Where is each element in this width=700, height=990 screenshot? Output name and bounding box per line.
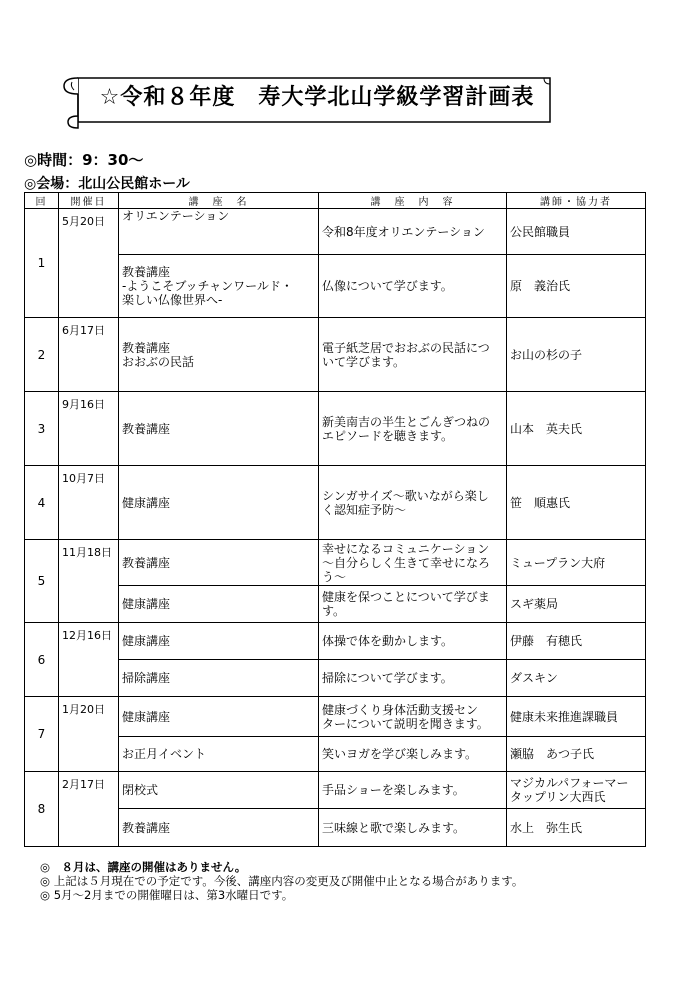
note-item: ◎ 5月～2月までの開催曜日は、第3水曜日です。 (40, 888, 294, 902)
course-content (319, 697, 507, 737)
table-row (25, 737, 646, 772)
course-name (119, 466, 319, 540)
course-name-line: 教養講座 (122, 340, 171, 355)
venue-info: ◎会場：北山公民館ホール (24, 176, 190, 192)
course-name (119, 255, 319, 318)
instructor (507, 809, 646, 847)
course-content-line: 電子紙芝居でおおぶの民話につ (322, 340, 490, 355)
instructor-line: マジカルパフォーマー (510, 776, 629, 790)
course-name-line: 教養講座 (122, 421, 171, 436)
table-row (25, 586, 646, 623)
session-number: 6 (25, 623, 59, 697)
course-name-line: 健康講座 (122, 597, 171, 611)
instructor-line: ミュープラン大府 (510, 555, 606, 570)
session-date: 10月7日 (59, 466, 119, 540)
course-content-line: 令和8年度オリエンテーション (322, 224, 485, 239)
instructor (507, 209, 646, 255)
time-info: ◎時間：9：30～ (24, 151, 144, 169)
course-content (319, 318, 507, 392)
schedule-table (24, 192, 646, 847)
course-name (119, 623, 319, 660)
course-content (319, 772, 507, 809)
course-content (319, 209, 507, 255)
note-item: ◎ 上記は５月現在での予定です。今後、講座内容の変更及び開催中止となる場合があります。 (40, 874, 524, 888)
course-content-line: う～ (322, 569, 347, 584)
session-date: 12月16日 (59, 623, 119, 697)
instructor-line: 原 義治氏 (510, 279, 571, 293)
course-name-line: 閉校式 (122, 783, 159, 797)
course-name-line: 教養講座 (122, 265, 171, 279)
title-banner (60, 72, 555, 130)
course-content (319, 623, 507, 660)
course-content-line: 新美南吉の半生とごんぎつねの (322, 414, 491, 429)
course-name-line: 健康講座 (122, 709, 171, 724)
course-content-line: ～自分らしく生きて幸せになろ (322, 555, 491, 570)
table-row (25, 255, 646, 318)
table-row (25, 540, 646, 586)
course-name (119, 540, 319, 586)
course-content-line: シンガサイズ～歌いながら楽し (322, 488, 489, 503)
course-name-line: お正月イベント (122, 747, 207, 761)
course-name (119, 660, 319, 697)
course-content-line: 掃除について学びます。 (322, 671, 453, 685)
course-name (119, 586, 319, 623)
instructor (507, 697, 646, 737)
table-row (25, 809, 646, 847)
course-name (119, 809, 319, 847)
course-name-line: 教養講座 (122, 820, 171, 835)
course-name-line: 楽しい仏像世界へ- (122, 293, 223, 307)
session-date: 9月16日 (59, 392, 119, 466)
session-number: 3 (25, 392, 59, 466)
course-content-line: 健康を保つことについて学びま (322, 590, 490, 604)
course-content-line: く認知症予防～ (322, 502, 407, 517)
instructor (507, 660, 646, 697)
instructor (507, 540, 646, 586)
course-content-line: ターについて説明を聞きます。 (322, 716, 489, 731)
instructor-line: タップリン大西氏 (510, 790, 606, 804)
session-number: 8 (25, 772, 59, 847)
instructor (507, 318, 646, 392)
course-content (319, 255, 507, 318)
table-row (25, 660, 646, 697)
course-name (119, 737, 319, 772)
session-number: 7 (25, 697, 59, 772)
table-row (25, 623, 646, 660)
session-number: 4 (25, 466, 59, 540)
course-name-line: 教養講座 (122, 555, 171, 570)
instructor-line: 公民館職員 (510, 224, 571, 239)
course-name-line: 掃除講座 (122, 671, 171, 685)
instructor-line: 健康未来推進課職員 (510, 709, 619, 724)
session-number: 1 (25, 209, 59, 318)
course-name-line: おおぶの民話 (122, 354, 195, 369)
course-content-line: 健康づくり身体活動支援セン (322, 702, 479, 717)
notes (40, 860, 523, 902)
course-content (319, 737, 507, 772)
course-name (119, 392, 319, 466)
course-name (119, 318, 319, 392)
course-content-line: 仏像について学びます。 (322, 279, 453, 293)
session-number: 2 (25, 318, 59, 392)
course-name-line: 健康講座 (122, 495, 171, 510)
course-content-line: 手品ショーを楽しみます。 (322, 783, 465, 797)
header-instructor: 講師・協力者 (507, 193, 646, 209)
header-session: 回 (25, 193, 59, 209)
course-content (319, 809, 507, 847)
session-date: 5月20日 (59, 209, 119, 318)
instructor-line: 伊藤 有穂氏 (510, 634, 583, 648)
instructor (507, 772, 646, 809)
header-course-content: 講 座 内 容 (319, 193, 507, 209)
instructor (507, 623, 646, 660)
instructor-line: 笹 順惠氏 (510, 495, 571, 510)
instructor-line: ダスキン (510, 671, 558, 685)
instructor (507, 392, 646, 466)
course-name-line: オリエンテーション (122, 209, 230, 223)
instructor (507, 466, 646, 540)
course-name (119, 772, 319, 809)
table-row (25, 209, 646, 255)
note-item: ◎ ８月は、講座の開催はありません。 (40, 860, 247, 874)
course-content-line: す。 (322, 604, 346, 618)
course-name-line: -ようこそブッチャンワールド・ (122, 279, 293, 293)
course-content-line: 幸せになるコミュニケーション (322, 541, 490, 556)
course-content-line: 三味線と歌で楽しみます。 (322, 820, 466, 835)
course-content-line: 体操で体を動かします。 (322, 634, 454, 648)
instructor (507, 737, 646, 772)
session-date: 6月17日 (59, 318, 119, 392)
table-header-row (25, 193, 646, 209)
instructor (507, 586, 646, 623)
session-date: 11月18日 (59, 540, 119, 623)
header-course-name: 講 座 名 (119, 193, 319, 209)
instructor-line: スギ薬局 (510, 597, 559, 611)
session-date: 1月20日 (59, 697, 119, 772)
session-number: 5 (25, 540, 59, 623)
course-content (319, 392, 507, 466)
course-content (319, 660, 507, 697)
course-content (319, 540, 507, 586)
course-content (319, 466, 507, 540)
course-name (119, 697, 319, 737)
course-name-line: 健康講座 (122, 634, 171, 648)
page-title: ☆令和８年度 寿大学北山学級学習計画表 (99, 85, 535, 110)
table-row (25, 772, 646, 809)
instructor-line: 水上 弥生氏 (510, 820, 583, 835)
instructor-line: 瀬脇 あつ子氏 (510, 747, 595, 761)
table-row (25, 392, 646, 466)
header-date: 開催日 (59, 193, 119, 209)
table-row (25, 318, 646, 392)
course-content-line: エピソードを聴きます。 (322, 428, 454, 443)
table-row (25, 466, 646, 540)
session-date: 2月17日 (59, 772, 119, 847)
instructor (507, 255, 646, 318)
course-content-line: いて学びます。 (322, 354, 406, 369)
course-content (319, 586, 507, 623)
course-content-line: 笑いヨガを学び楽しみます。 (322, 747, 478, 761)
instructor-line: お山の杉の子 (510, 347, 583, 362)
instructor-line: 山本 英夫氏 (510, 421, 583, 436)
course-name (119, 209, 319, 255)
table-row (25, 697, 646, 737)
